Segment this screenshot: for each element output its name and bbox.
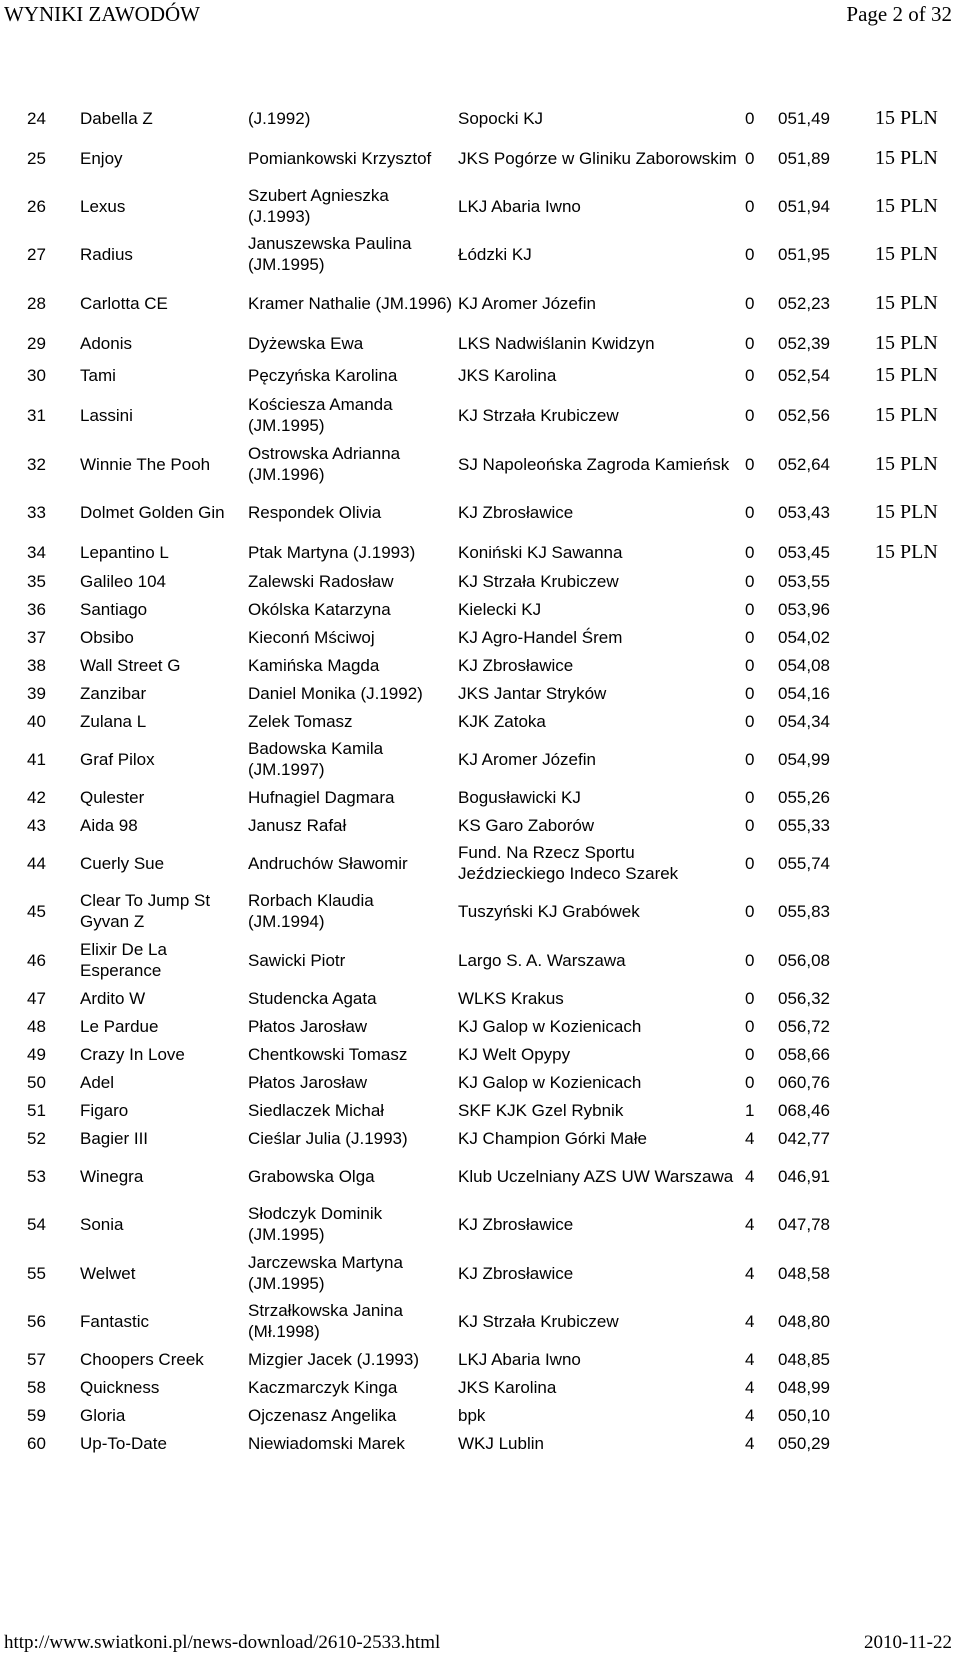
result-number: 54 xyxy=(27,1215,46,1234)
club-name: Bogusławicki KJ xyxy=(458,788,581,807)
result-number: 32 xyxy=(27,455,46,474)
penalty-points: 4 xyxy=(745,1378,755,1397)
prize-amount: 15 PLN xyxy=(875,292,938,314)
result-time: 054,34 xyxy=(778,712,830,731)
club-name: Kielecki KJ xyxy=(458,600,542,619)
horse-name: Bagier III xyxy=(80,1129,149,1148)
club-name: KJ Galop w Kozienicach xyxy=(458,1017,642,1036)
rider-name: Niewiadomski Marek xyxy=(248,1434,405,1453)
footer-date: 2010-11-22 xyxy=(864,1632,952,1653)
rider-name: Ostrowska Adrianna (JM.1996) xyxy=(248,444,401,484)
rider-name: Okólska Katarzyna xyxy=(248,600,391,619)
horse-name: Adonis xyxy=(80,334,132,353)
penalty-points: 0 xyxy=(745,406,755,425)
rider-name: Studencka Agata xyxy=(248,989,377,1008)
club-name: KJ Strzała Krubiczew xyxy=(458,1312,619,1331)
prize-amount: 15 PLN xyxy=(875,364,938,386)
page-header-title: WYNIKI ZAWODÓW xyxy=(4,2,201,26)
rider-name: Zelek Tomasz xyxy=(248,712,353,731)
result-number: 56 xyxy=(27,1312,46,1331)
result-time: 053,55 xyxy=(778,572,830,591)
penalty-points: 0 xyxy=(745,989,755,1008)
penalty-points: 0 xyxy=(745,902,755,921)
result-time: 050,29 xyxy=(778,1434,830,1453)
horse-name: Obsibo xyxy=(80,628,134,647)
penalty-points: 0 xyxy=(745,366,755,385)
horse-name: Qulester xyxy=(80,788,145,807)
horse-name: Quickness xyxy=(80,1378,160,1397)
penalty-points: 4 xyxy=(745,1434,755,1453)
result-number: 51 xyxy=(27,1101,46,1120)
horse-name: Elixir De La Esperance xyxy=(80,940,167,980)
rider-name: (J.1992) xyxy=(248,109,311,128)
club-name: WLKS Krakus xyxy=(458,989,564,1008)
result-number: 42 xyxy=(27,788,46,807)
rider-name: Respondek Olivia xyxy=(248,503,382,522)
penalty-points: 0 xyxy=(745,750,755,769)
horse-name: Lassini xyxy=(80,406,133,425)
result-number: 37 xyxy=(27,628,46,647)
prize-amount: 15 PLN xyxy=(875,501,938,523)
result-number: 50 xyxy=(27,1073,46,1092)
result-time: 052,54 xyxy=(778,366,830,385)
horse-name: Zanzibar xyxy=(80,684,147,703)
rider-name: Badowska Kamila (JM.1997) xyxy=(248,739,384,779)
club-name: Largo S. A. Warszawa xyxy=(458,951,626,970)
result-time: 056,08 xyxy=(778,951,830,970)
result-number: 25 xyxy=(27,149,46,168)
horse-name: Le Pardue xyxy=(80,1017,159,1036)
club-name: Koniński KJ Sawanna xyxy=(458,543,623,562)
penalty-points: 0 xyxy=(745,334,755,353)
club-name: JKS Karolina xyxy=(458,1378,557,1397)
rider-name: Sawicki Piotr xyxy=(248,951,346,970)
result-time: 047,78 xyxy=(778,1215,830,1234)
prize-amount: 15 PLN xyxy=(875,332,938,354)
horse-name: Welwet xyxy=(80,1264,136,1283)
penalty-points: 0 xyxy=(745,628,755,647)
rider-name: Janusz Rafał xyxy=(248,816,347,835)
result-number: 31 xyxy=(27,406,46,425)
horse-name: Tami xyxy=(80,366,116,385)
page-number: Page 2 of 32 xyxy=(846,2,952,26)
club-name: Tuszyński KJ Grabówek xyxy=(458,902,640,921)
rider-name: Mizgier Jacek (J.1993) xyxy=(248,1350,420,1369)
result-time: 051,95 xyxy=(778,245,830,264)
result-number: 45 xyxy=(27,902,46,921)
result-time: 052,56 xyxy=(778,406,830,425)
penalty-points: 0 xyxy=(745,600,755,619)
result-number: 36 xyxy=(27,600,46,619)
result-number: 24 xyxy=(27,109,46,128)
club-name: JKS Karolina xyxy=(458,366,557,385)
result-number: 48 xyxy=(27,1017,46,1036)
rider-name: Siedlaczek Michał xyxy=(248,1101,385,1120)
result-number: 47 xyxy=(27,989,46,1008)
result-number: 55 xyxy=(27,1264,46,1283)
club-name: KJ Welt Opypy xyxy=(458,1045,571,1064)
penalty-points: 0 xyxy=(745,294,755,313)
club-name: KJ Zbrosławice xyxy=(458,656,574,675)
club-name: JKS Pogórze w Gliniku Zaborowskim xyxy=(458,149,737,168)
club-name: Fund. Na Rzecz Sportu Jeździeckiego Indeco Szarek xyxy=(458,843,679,883)
result-time: 051,94 xyxy=(778,197,830,216)
result-number: 49 xyxy=(27,1045,46,1064)
horse-name: Choopers Creek xyxy=(80,1350,204,1369)
result-time: 053,45 xyxy=(778,543,830,562)
horse-name: Lepantino L xyxy=(80,543,169,562)
result-number: 57 xyxy=(27,1350,46,1369)
result-time: 046,91 xyxy=(778,1167,830,1186)
rider-name: Grabowska Olga xyxy=(248,1167,375,1186)
horse-name: Dolmet Golden Gin xyxy=(80,503,225,522)
horse-name: Sonia xyxy=(80,1215,124,1234)
result-number: 53 xyxy=(27,1167,46,1186)
penalty-points: 0 xyxy=(745,1045,755,1064)
club-name: KJK Zatoka xyxy=(458,712,546,731)
result-time: 058,66 xyxy=(778,1045,830,1064)
club-name: KJ Champion Górki Małe xyxy=(458,1129,647,1148)
horse-name: Carlotta CE xyxy=(80,294,168,313)
result-number: 28 xyxy=(27,294,46,313)
club-name: SJ Napoleońska Zagroda Kamieńsk xyxy=(458,455,730,474)
result-number: 26 xyxy=(27,197,46,216)
result-number: 60 xyxy=(27,1434,46,1453)
rider-name: Pęczyńska Karolina xyxy=(248,366,398,385)
horse-name: Santiago xyxy=(80,600,148,619)
penalty-points: 0 xyxy=(745,684,755,703)
horse-name: Ardito W xyxy=(80,989,146,1008)
club-name: JKS Jantar Stryków xyxy=(458,684,607,703)
penalty-points: 0 xyxy=(745,712,755,731)
penalty-points: 0 xyxy=(745,503,755,522)
result-number: 43 xyxy=(27,816,46,835)
prize-amount: 15 PLN xyxy=(875,107,938,129)
rider-name: Chentkowski Tomasz xyxy=(248,1045,408,1064)
penalty-points: 0 xyxy=(745,951,755,970)
rider-name: Płatos Jarosław xyxy=(248,1073,368,1092)
result-number: 34 xyxy=(27,543,46,562)
club-name: LKJ Abaria Iwno xyxy=(458,1350,581,1369)
result-time: 054,99 xyxy=(778,750,830,769)
horse-name: Wall Street G xyxy=(80,656,181,675)
rider-name: Pomiankowski Krzysztof xyxy=(248,149,432,168)
penalty-points: 0 xyxy=(745,455,755,474)
horse-name: Adel xyxy=(80,1073,115,1092)
result-time: 048,58 xyxy=(778,1264,830,1283)
rider-name: Ojczenasz Angelika xyxy=(248,1406,397,1425)
result-number: 52 xyxy=(27,1129,46,1148)
penalty-points: 0 xyxy=(745,816,755,835)
rider-name: Płatos Jarosław xyxy=(248,1017,368,1036)
club-name: KJ Strzała Krubiczew xyxy=(458,572,619,591)
result-time: 052,64 xyxy=(778,455,830,474)
result-number: 40 xyxy=(27,712,46,731)
rider-name: Słodczyk Dominik (JM.1995) xyxy=(248,1204,383,1244)
penalty-points: 1 xyxy=(745,1101,755,1120)
horse-name: Radius xyxy=(80,245,133,264)
club-name: KJ Galop w Kozienicach xyxy=(458,1073,642,1092)
result-time: 054,02 xyxy=(778,628,830,647)
club-name: LKS Nadwiślanin Kwidzyn xyxy=(458,334,655,353)
result-time: 048,80 xyxy=(778,1312,830,1331)
penalty-points: 4 xyxy=(745,1312,755,1331)
result-time: 053,96 xyxy=(778,600,830,619)
horse-name: Winegra xyxy=(80,1167,144,1186)
result-time: 048,99 xyxy=(778,1378,830,1397)
rider-name: Dyżewska Ewa xyxy=(248,334,364,353)
prize-amount: 15 PLN xyxy=(875,147,938,169)
rider-name: Zalewski Radosław xyxy=(248,572,394,591)
result-time: 055,33 xyxy=(778,816,830,835)
horse-name: Cuerly Sue xyxy=(80,854,165,873)
club-name: KJ Aromer Józefin xyxy=(458,750,596,769)
prize-amount: 15 PLN xyxy=(875,541,938,563)
footer-url: http://www.swiatkoni.pl/news-download/2610-2533.html xyxy=(4,1632,441,1653)
prize-amount: 15 PLN xyxy=(875,243,938,265)
horse-name: Enjoy xyxy=(80,149,123,168)
penalty-points: 4 xyxy=(745,1167,755,1186)
rider-name: Cieślar Julia (J.1993) xyxy=(248,1129,408,1148)
penalty-points: 0 xyxy=(745,854,755,873)
result-number: 39 xyxy=(27,684,46,703)
rider-name: Januszewska Paulina (JM.1995) xyxy=(248,234,412,274)
result-number: 30 xyxy=(27,366,46,385)
horse-name: Zulana L xyxy=(80,712,147,731)
rider-name: Andruchów Sławomir xyxy=(248,854,408,873)
result-time: 042,77 xyxy=(778,1129,830,1148)
rider-name: Jarczewska Martyna (JM.1995) xyxy=(248,1253,403,1293)
penalty-points: 0 xyxy=(745,788,755,807)
club-name: KJ Zbrosławice xyxy=(458,1215,574,1234)
result-time: 055,83 xyxy=(778,902,830,921)
horse-name: Dabella Z xyxy=(80,109,153,128)
penalty-points: 4 xyxy=(745,1264,755,1283)
club-name: KJ Agro-Handel Śrem xyxy=(458,628,623,647)
club-name: KJ Zbrosławice xyxy=(458,503,574,522)
club-name: LKJ Abaria Iwno xyxy=(458,197,581,216)
rider-name: Kramer Nathalie (JM.1996) xyxy=(248,294,453,313)
rider-name: Kieconń Mściwoj xyxy=(248,628,375,647)
result-time: 056,32 xyxy=(778,989,830,1008)
horse-name: Winnie The Pooh xyxy=(80,455,211,474)
result-number: 46 xyxy=(27,951,46,970)
result-number: 27 xyxy=(27,245,46,264)
result-time: 051,89 xyxy=(778,149,830,168)
penalty-points: 0 xyxy=(745,245,755,264)
club-name: Sopocki KJ xyxy=(458,109,544,128)
penalty-points: 0 xyxy=(745,1073,755,1092)
club-name: Klub Uczelniany AZS UW Warszawa xyxy=(458,1167,734,1186)
result-number: 29 xyxy=(27,334,46,353)
result-time: 060,76 xyxy=(778,1073,830,1092)
result-time: 051,49 xyxy=(778,109,830,128)
result-time: 056,72 xyxy=(778,1017,830,1036)
prize-amount: 15 PLN xyxy=(875,453,938,475)
club-name: WKJ Lublin xyxy=(458,1434,544,1453)
rider-name: Kościesza Amanda (JM.1995) xyxy=(248,395,393,435)
horse-name: Figaro xyxy=(80,1101,129,1120)
result-number: 35 xyxy=(27,572,46,591)
result-time: 068,46 xyxy=(778,1101,830,1120)
rider-name: Rorbach Klaudia (JM.1994) xyxy=(248,891,374,931)
penalty-points: 0 xyxy=(745,656,755,675)
penalty-points: 4 xyxy=(745,1406,755,1425)
result-number: 44 xyxy=(27,854,46,873)
penalty-points: 4 xyxy=(745,1350,755,1369)
rider-name: Ptak Martyna (J.1993) xyxy=(248,543,416,562)
horse-name: Gloria xyxy=(80,1406,126,1425)
penalty-points: 0 xyxy=(745,149,755,168)
penalty-points: 0 xyxy=(745,109,755,128)
rider-name: Strzałkowska Janina (Mł.1998) xyxy=(248,1301,403,1341)
horse-name: Clear To Jump St Gyvan Z xyxy=(80,891,211,931)
result-time: 055,26 xyxy=(778,788,830,807)
horse-name: Galileo 104 xyxy=(80,572,167,591)
club-name: KS Garo Zaborów xyxy=(458,816,595,835)
prize-amount: 15 PLN xyxy=(875,195,938,217)
result-number: 38 xyxy=(27,656,46,675)
penalty-points: 4 xyxy=(745,1215,755,1234)
result-time: 052,23 xyxy=(778,294,830,313)
rider-name: Szubert Agnieszka (J.1993) xyxy=(248,186,389,226)
club-name: bpk xyxy=(458,1406,486,1425)
result-time: 053,43 xyxy=(778,503,830,522)
horse-name: Crazy In Love xyxy=(80,1045,185,1064)
horse-name: Fantastic xyxy=(80,1312,149,1331)
result-number: 58 xyxy=(27,1378,46,1397)
rider-name: Kaczmarczyk Kinga xyxy=(248,1378,398,1397)
result-number: 33 xyxy=(27,503,46,522)
result-time: 048,85 xyxy=(778,1350,830,1369)
rider-name: Daniel Monika (J.1992) xyxy=(248,684,423,703)
rider-name: Hufnagiel Dagmara xyxy=(248,788,395,807)
prize-amount: 15 PLN xyxy=(875,404,938,426)
result-number: 59 xyxy=(27,1406,46,1425)
penalty-points: 0 xyxy=(745,197,755,216)
penalty-points: 0 xyxy=(745,543,755,562)
rider-name: Kamińska Magda xyxy=(248,656,380,675)
penalty-points: 0 xyxy=(745,1017,755,1036)
penalty-points: 0 xyxy=(745,572,755,591)
horse-name: Graf Pilox xyxy=(80,750,155,769)
result-time: 054,08 xyxy=(778,656,830,675)
result-time: 055,74 xyxy=(778,854,830,873)
horse-name: Lexus xyxy=(80,197,126,216)
club-name: KJ Zbrosławice xyxy=(458,1264,574,1283)
club-name: KJ Strzała Krubiczew xyxy=(458,406,619,425)
club-name: KJ Aromer Józefin xyxy=(458,294,596,313)
penalty-points: 4 xyxy=(745,1129,755,1148)
club-name: SKF KJK Gzel Rybnik xyxy=(458,1101,624,1120)
club-name: Łódzki KJ xyxy=(458,245,532,264)
result-time: 050,10 xyxy=(778,1406,830,1425)
result-number: 41 xyxy=(27,750,46,769)
horse-name: Up-To-Date xyxy=(80,1434,167,1453)
result-time: 054,16 xyxy=(778,684,830,703)
horse-name: Aida 98 xyxy=(80,816,138,835)
result-time: 052,39 xyxy=(778,334,830,353)
